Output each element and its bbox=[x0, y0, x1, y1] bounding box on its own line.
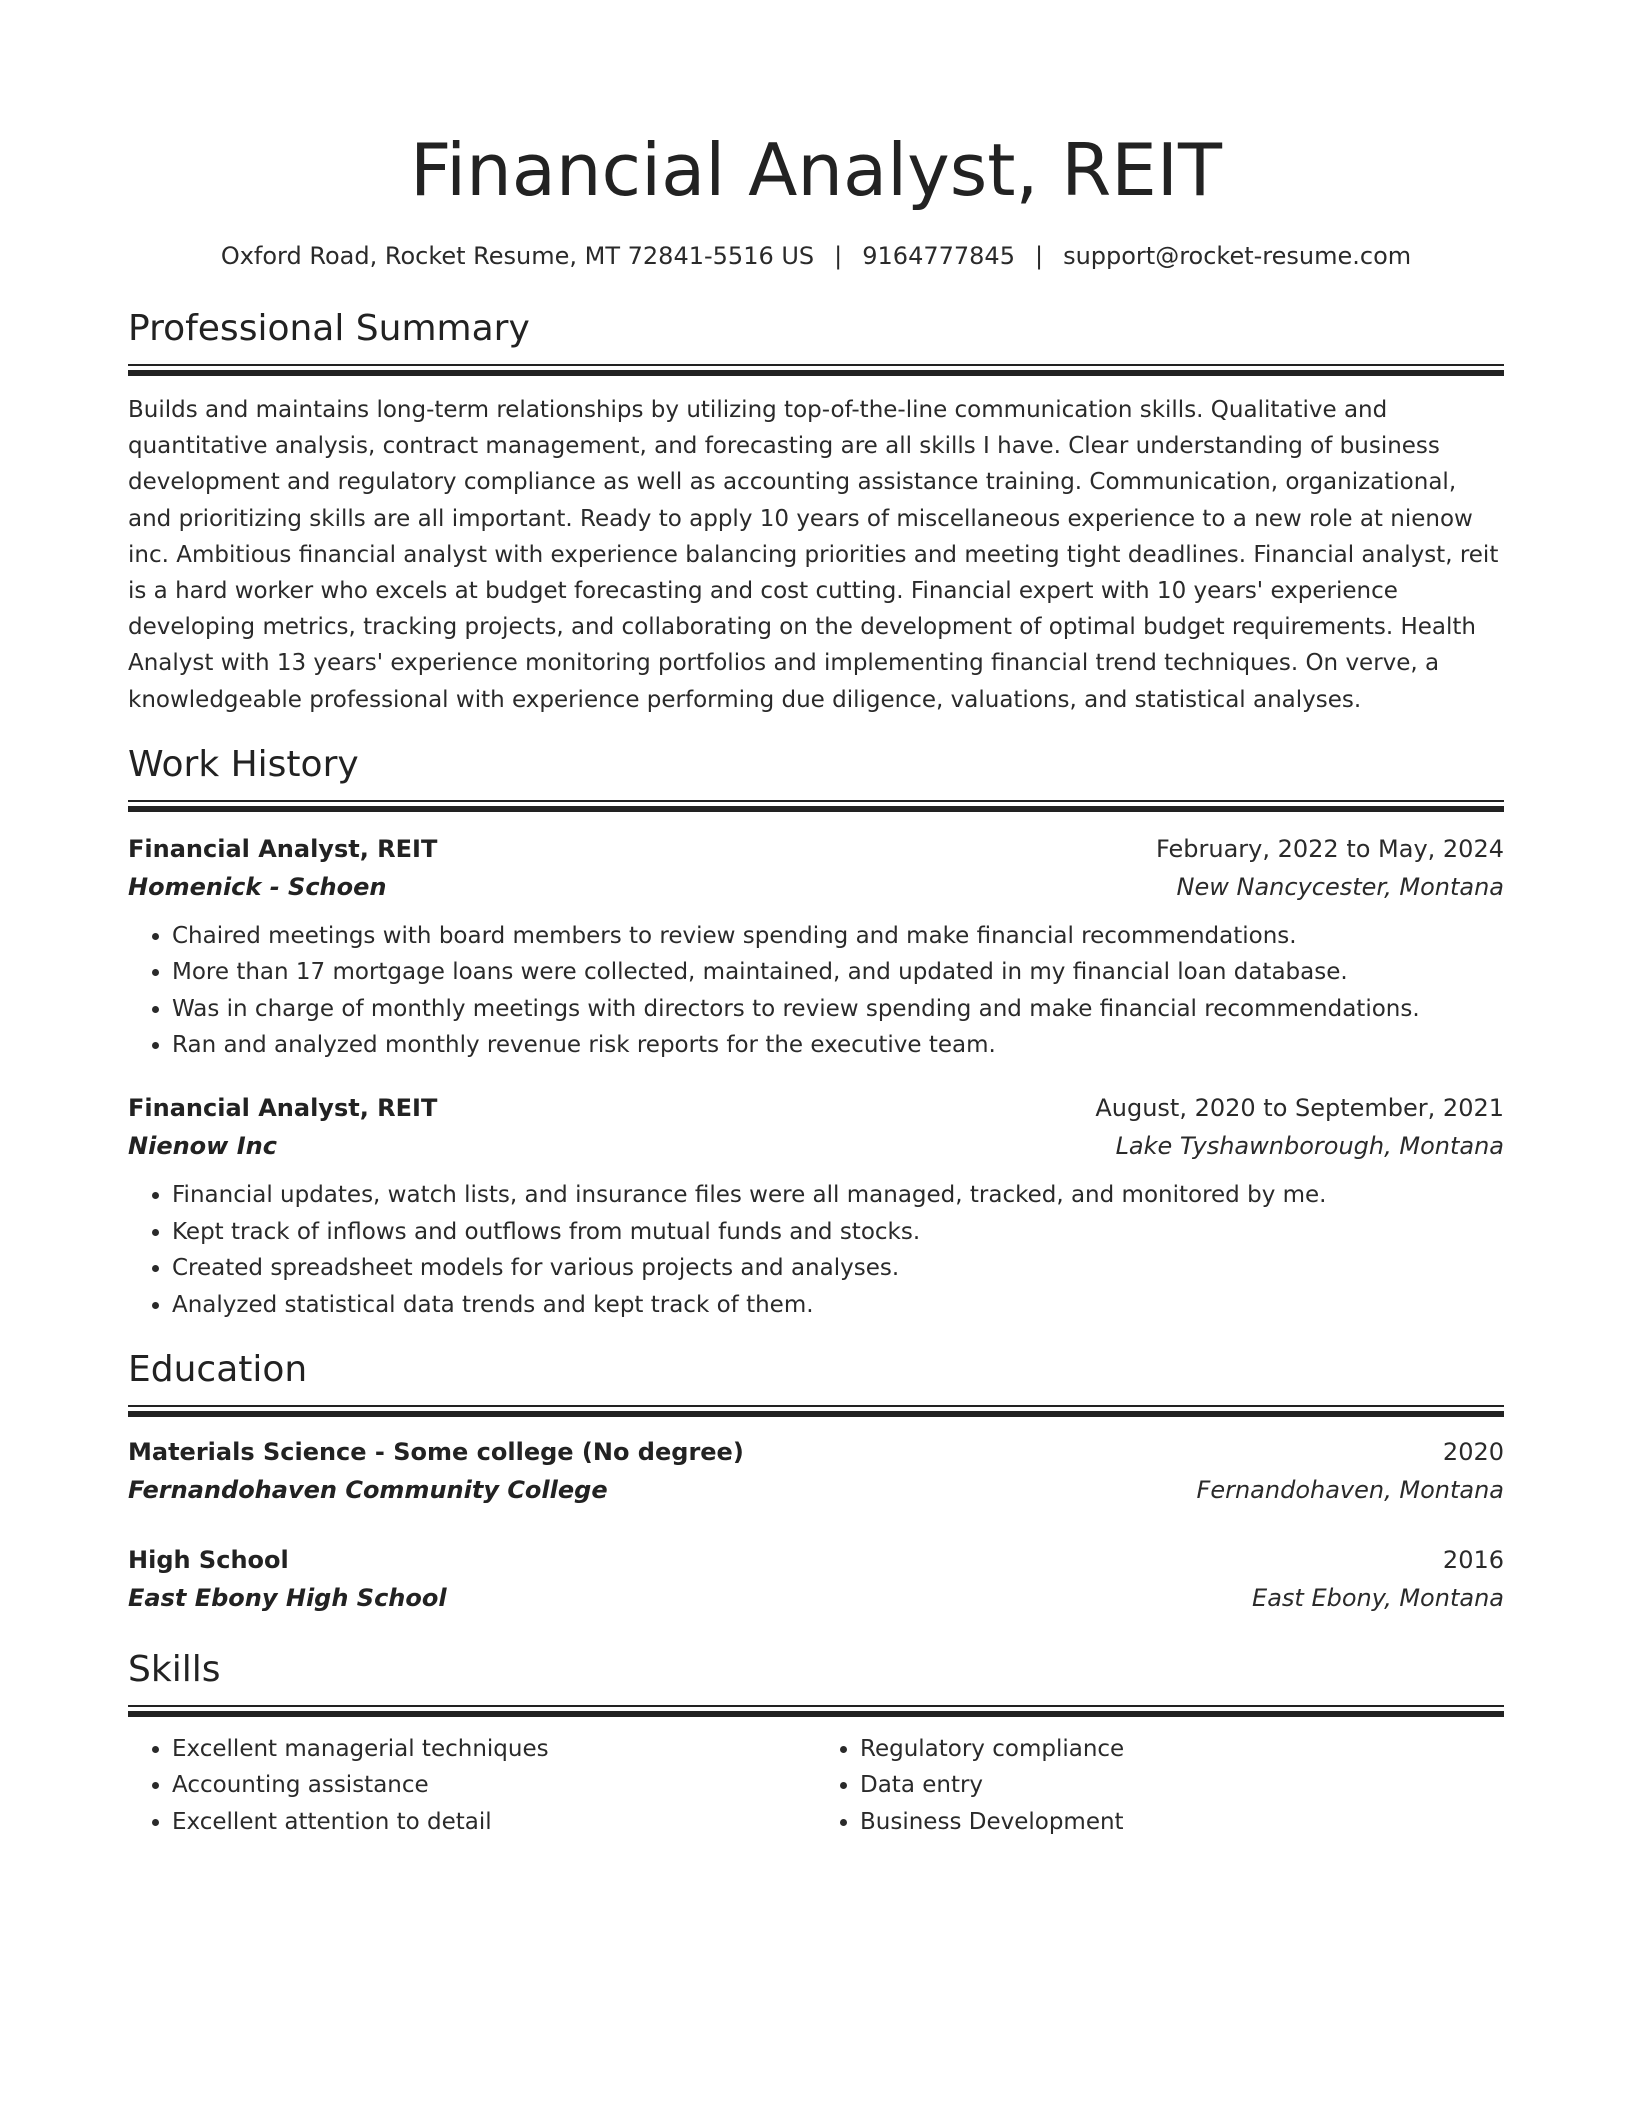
education-section bbox=[128, 1345, 1504, 1617]
section-divider bbox=[128, 1405, 1504, 1417]
education-school: Fernandohaven Community College bbox=[128, 1476, 608, 1505]
education-header-row bbox=[128, 1541, 1504, 1579]
skill-item: • Business Development bbox=[860, 1804, 1504, 1840]
skills-columns bbox=[128, 1731, 1504, 1840]
skill-item: • Excellent attention to detail bbox=[172, 1804, 816, 1840]
education-location: East Ebony, Montana bbox=[1252, 1584, 1504, 1613]
job-location: New Nancycester, Montana bbox=[1176, 872, 1504, 901]
summary-text: Builds and maintains long-term relationships by utilizing top-of-the-line communication skills. Qualitative and quantitative analysis, contract management, and forecasting are all skills I have. Clear understanding of business development and regulatory compliance as well as accounting assistance training. Communication, organizational, and prioritizing skills are all important. Ready to apply 10 years of miscellaneous experience to a new role at nienow inc. Ambitious financial analyst with experience balancing priorities and meeting tight deadlines. Financial analyst, reit is a hard worker who excels at budget forecasting and cost cutting. Financial expert with 10 years' experience developing metrics, tracking projects, and collaborating on the development of optimal budget requirements. Health Analyst with 13 years' experience monitoring portfolios and implementing financial trend techniques. On verve, a knowledgeable professional with experience performing due diligence, valuations, and statistical analyses. bbox=[128, 397, 1499, 713]
job-bullet: • Chaired meetings with board members to review spending and make financial recommendations. bbox=[172, 918, 1504, 954]
job-title: Financial Analyst, REIT bbox=[128, 1094, 438, 1123]
job-company-row bbox=[128, 868, 1504, 906]
education-heading: Education bbox=[128, 1349, 308, 1391]
job-company: Homenick - Schoen bbox=[128, 872, 387, 901]
skills-heading: Skills bbox=[128, 1649, 221, 1691]
education-school-row bbox=[128, 1471, 1504, 1509]
contact-phone: 9164777845 bbox=[862, 242, 1015, 270]
job-company-row bbox=[128, 1127, 1504, 1165]
summary-heading: Professional Summary bbox=[128, 308, 530, 349]
work-history-section bbox=[128, 740, 1504, 1323]
education-entry bbox=[128, 1433, 1504, 1509]
job-bullet: • Was in charge of monthly meetings with directors to review spending and make financial recommendations. bbox=[172, 991, 1504, 1027]
job-bullets bbox=[128, 918, 1504, 1064]
job-dates: August, 2020 to September, 2021 bbox=[1095, 1094, 1504, 1123]
contact-email[interactable]: support@rocket-resume.com bbox=[1063, 242, 1412, 270]
job-title: Financial Analyst, REIT bbox=[128, 834, 438, 863]
job-header-row bbox=[128, 830, 1504, 868]
education-degree: Materials Science - Some college (No degree) bbox=[128, 1438, 744, 1467]
job-bullets bbox=[128, 1177, 1504, 1323]
section-divider bbox=[128, 800, 1504, 812]
job-bullet: • Created spreadsheet models for various projects and analyses. bbox=[172, 1250, 1504, 1286]
education-degree: High School bbox=[128, 1546, 289, 1575]
skill-item: • Accounting assistance bbox=[172, 1767, 816, 1803]
skills-list bbox=[128, 1731, 816, 1840]
education-school-row bbox=[128, 1579, 1504, 1617]
job-bullet: • Kept track of inflows and outflows from mutual funds and stocks. bbox=[172, 1214, 1504, 1250]
job-entry bbox=[128, 1089, 1504, 1323]
work-history-heading: Work History bbox=[128, 743, 359, 785]
education-year: 2016 bbox=[1442, 1546, 1504, 1575]
skill-item: • Data entry bbox=[860, 1767, 1504, 1803]
skill-item: • Excellent managerial techniques bbox=[172, 1731, 816, 1767]
candidate-name: Financial Analyst, REIT bbox=[409, 128, 1223, 212]
job-bullet: • Ran and analyzed monthly revenue risk reports for the executive team. bbox=[172, 1027, 1504, 1063]
job-company: Nienow Inc bbox=[128, 1132, 277, 1161]
summary-section bbox=[128, 304, 1504, 718]
job-bullet: • More than 17 mortgage loans were collected, maintained, and updated in my financial loan database. bbox=[172, 954, 1504, 990]
job-entry bbox=[128, 830, 1504, 1064]
contact-separator: | bbox=[1034, 242, 1044, 270]
job-bullet: • Analyzed statistical data trends and kept track of them. bbox=[172, 1287, 1504, 1323]
education-entry bbox=[128, 1541, 1504, 1617]
skill-item: • Regulatory compliance bbox=[860, 1731, 1504, 1767]
education-year: 2020 bbox=[1442, 1438, 1504, 1467]
education-header-row bbox=[128, 1433, 1504, 1471]
job-dates: February, 2022 to May, 2024 bbox=[1156, 834, 1504, 863]
contact-line bbox=[128, 238, 1504, 274]
skills-section bbox=[128, 1645, 1504, 1840]
skills-list bbox=[816, 1731, 1504, 1840]
section-divider bbox=[128, 364, 1504, 376]
job-header-row bbox=[128, 1089, 1504, 1127]
contact-address: Oxford Road, Rocket Resume, MT 72841-5516 US bbox=[220, 242, 815, 270]
section-divider bbox=[128, 1705, 1504, 1717]
contact-separator: | bbox=[834, 242, 843, 270]
education-school: East Ebony High School bbox=[128, 1584, 447, 1613]
education-location: Fernandohaven, Montana bbox=[1196, 1476, 1504, 1505]
skills-column-left bbox=[128, 1731, 816, 1840]
job-bullet: • Financial updates, watch lists, and insurance files were all managed, tracked, and monitored by me. bbox=[172, 1177, 1504, 1213]
skills-column-right bbox=[816, 1731, 1504, 1840]
job-location: Lake Tyshawnborough, Montana bbox=[1115, 1132, 1504, 1161]
